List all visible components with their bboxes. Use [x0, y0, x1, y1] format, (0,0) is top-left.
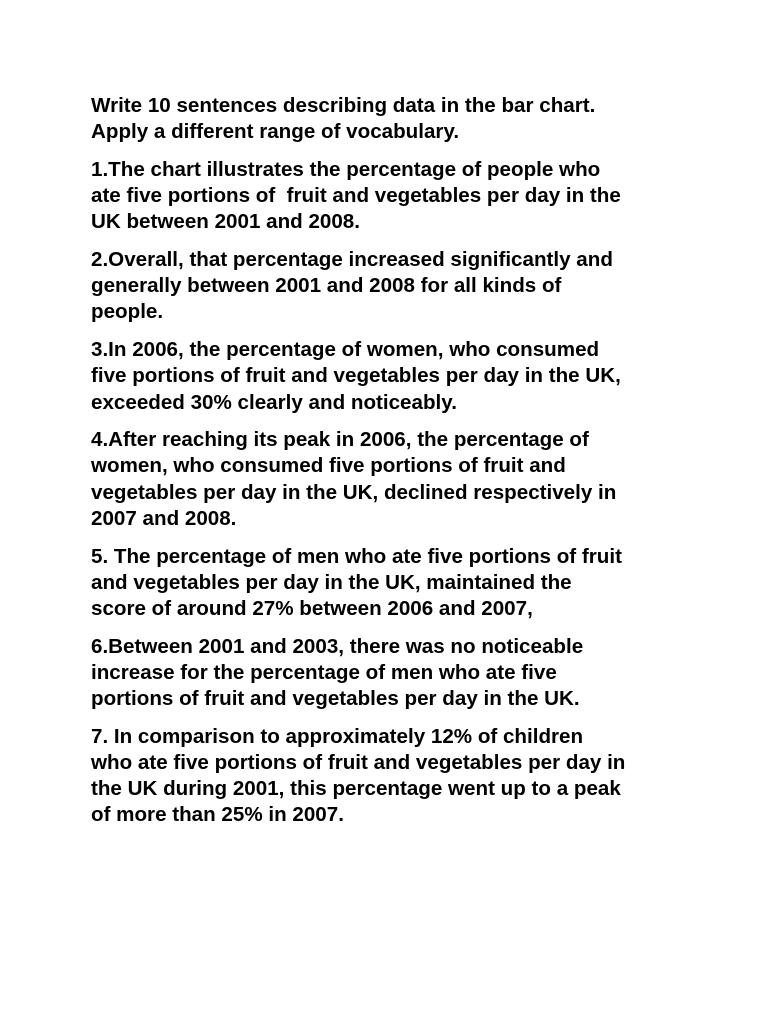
instruction-text: Write 10 sentences describing data in the bar chart. Apply a different range of vocabulary. — [91, 94, 596, 144]
sentence-5: 5. The percentage of men who ate five portions of fruit and vegetables per day in the UK, maintained the score of around 27% between 2006 and 2007, — [91, 544, 622, 620]
document-page — [91, 93, 731, 840]
sentence-1: 1.The chart illustrates the percentage of people who ate five portions of fruit and vegetables per day in the UK between 2001 and 2008. — [91, 157, 621, 234]
sentence-3: 3.In 2006, the percentage of women, who consumed five portions of fruit and vegetables per day in the UK, exceeded 30% clearly and noticeably. — [91, 338, 621, 414]
sentence-4: 4.After reaching its peak in 2006, the percentage of women, who consumed five portions of fruit and vegetables per day in the UK, declined respectively in 2007 and 2008. — [91, 428, 617, 530]
sentence-2: 2.Overall, that percentage increased significantly and generally between 2001 and 2008 for all kinds of people. — [91, 248, 613, 324]
sentence-6: 6.Between 2001 and 2003, there was no noticeable increase for the percentage of men who ate five portions of fruit and vegetables per day in the UK. — [91, 634, 584, 711]
sentence-7: 7. In comparison to approximately 12% of children who ate five portions of fruit and vegetables per day in the UK during 2001, this percentage went up to a peak of more than 25% in 2007. — [91, 724, 626, 827]
